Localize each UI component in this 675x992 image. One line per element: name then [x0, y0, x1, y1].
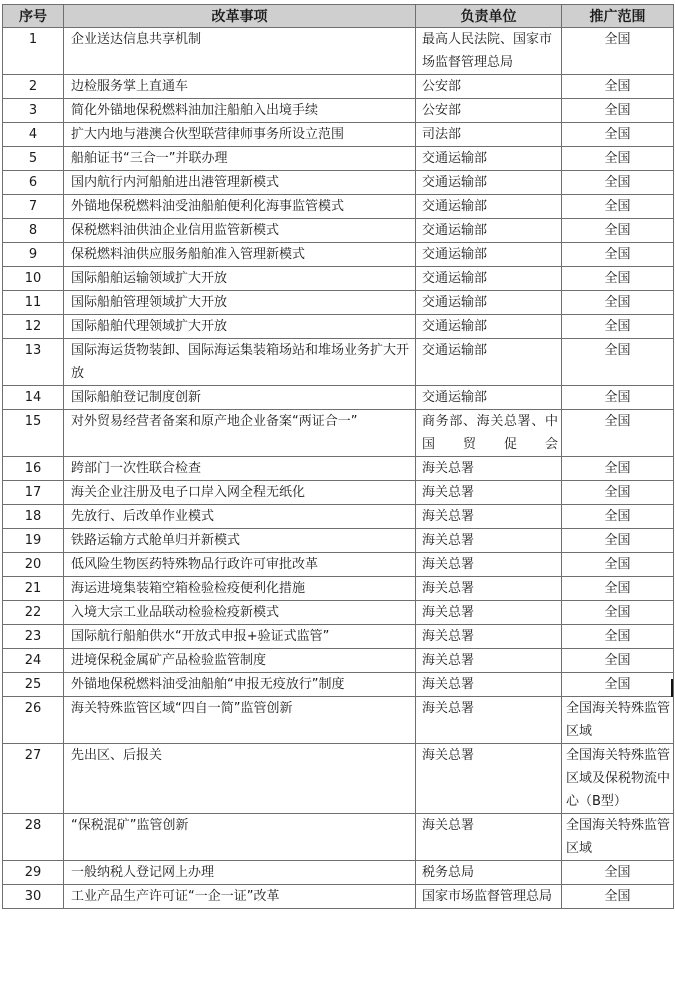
row-scope: 全国 — [562, 410, 674, 457]
row-item: 一般纳税人登记网上办理 — [64, 861, 416, 885]
table-row — [3, 171, 674, 195]
row-unit: 国家市场监督管理总局 — [416, 885, 562, 909]
row-scope: 全国 — [562, 649, 674, 673]
table-row — [3, 861, 674, 885]
row-item: 对外贸易经营者备案和原产地企业备案“两证合一” — [64, 410, 416, 457]
row-item: 先放行、后改单作业模式 — [64, 505, 416, 529]
row-scope: 全国 — [562, 267, 674, 291]
table-row — [3, 601, 674, 625]
row-no: 20 — [3, 553, 64, 577]
header-row — [3, 5, 674, 28]
table-row — [3, 28, 674, 75]
row-unit: 海关总署 — [416, 577, 562, 601]
table-row — [3, 410, 674, 457]
row-scope: 全国 — [562, 123, 674, 147]
row-no: 13 — [3, 339, 64, 386]
row-item: 简化外锚地保税燃料油加注船舶入出境手续 — [64, 99, 416, 123]
table-row — [3, 123, 674, 147]
row-no: 16 — [3, 457, 64, 481]
row-item: 外锚地保税燃料油受油船舶便利化海事监管模式 — [64, 195, 416, 219]
row-unit: 海关总署 — [416, 673, 562, 697]
row-scope: 全国 — [562, 885, 674, 909]
row-item: 工业产品生产许可证“一企一证”改革 — [64, 885, 416, 909]
row-unit: 交通运输部 — [416, 386, 562, 410]
row-no: 23 — [3, 625, 64, 649]
row-unit: 海关总署 — [416, 481, 562, 505]
row-scope: 全国 — [562, 505, 674, 529]
row-item: “保税混矿”监管创新 — [64, 814, 416, 861]
row-scope: 全国 — [562, 577, 674, 601]
row-no: 9 — [3, 243, 64, 267]
row-item: 国际海运货物装卸、国际海运集装箱场站和堆场业务扩大开放 — [64, 339, 416, 386]
row-item: 外锚地保税燃料油受油船舶“申报无疫放行”制度 — [64, 673, 416, 697]
row-unit: 海关总署 — [416, 457, 562, 481]
row-unit: 公安部 — [416, 99, 562, 123]
row-item: 国际船舶运输领域扩大开放 — [64, 267, 416, 291]
row-no: 27 — [3, 744, 64, 814]
row-scope: 全国 — [562, 601, 674, 625]
row-no: 28 — [3, 814, 64, 861]
row-no: 26 — [3, 697, 64, 744]
row-no: 4 — [3, 123, 64, 147]
row-no: 25 — [3, 673, 64, 697]
row-scope: 全国 — [562, 861, 674, 885]
row-item: 国际船舶代理领域扩大开放 — [64, 315, 416, 339]
row-no: 11 — [3, 291, 64, 315]
text-cursor — [671, 679, 673, 697]
row-scope: 全国海关特殊监管区域及保税物流中心（B型） — [562, 744, 674, 814]
row-no: 22 — [3, 601, 64, 625]
table-row — [3, 195, 674, 219]
table-row — [3, 481, 674, 505]
row-item: 铁路运输方式舱单归并新模式 — [64, 529, 416, 553]
table-row — [3, 553, 674, 577]
row-item: 先出区、后报关 — [64, 744, 416, 814]
row-scope: 全国 — [562, 291, 674, 315]
table-row — [3, 625, 674, 649]
table-row — [3, 885, 674, 909]
row-unit: 交通运输部 — [416, 147, 562, 171]
row-no: 5 — [3, 147, 64, 171]
row-scope: 全国 — [562, 195, 674, 219]
row-item: 海关企业注册及电子口岸入网全程无纸化 — [64, 481, 416, 505]
row-unit: 海关总署 — [416, 505, 562, 529]
row-scope: 全国 — [562, 386, 674, 410]
row-no: 24 — [3, 649, 64, 673]
row-no: 19 — [3, 529, 64, 553]
row-unit: 交通运输部 — [416, 315, 562, 339]
row-no: 2 — [3, 75, 64, 99]
row-unit: 交通运输部 — [416, 339, 562, 386]
row-item: 保税燃料油供应服务船舶准入管理新模式 — [64, 243, 416, 267]
row-scope: 全国海关特殊监管区域 — [562, 814, 674, 861]
table-row — [3, 649, 674, 673]
table-row — [3, 505, 674, 529]
row-scope: 全国 — [562, 529, 674, 553]
table-row — [3, 386, 674, 410]
row-unit: 海关总署 — [416, 553, 562, 577]
row-unit: 司法部 — [416, 123, 562, 147]
table-row — [3, 99, 674, 123]
row-unit: 交通运输部 — [416, 219, 562, 243]
row-scope: 全国 — [562, 243, 674, 267]
row-scope: 全国 — [562, 147, 674, 171]
row-unit: 交通运输部 — [416, 195, 562, 219]
table-row — [3, 75, 674, 99]
table-row — [3, 744, 674, 814]
row-unit: 交通运输部 — [416, 171, 562, 195]
table-row — [3, 529, 674, 553]
row-item: 船舶证书“三合一”并联办理 — [64, 147, 416, 171]
row-scope: 全国 — [562, 99, 674, 123]
row-scope: 全国 — [562, 339, 674, 386]
row-unit: 交通运输部 — [416, 267, 562, 291]
row-unit: 海关总署 — [416, 601, 562, 625]
row-unit: 商务部、海关总署、中国贸促会 — [416, 410, 562, 457]
row-unit: 海关总署 — [416, 744, 562, 814]
row-no: 17 — [3, 481, 64, 505]
row-unit: 最高人民法院、国家市场监督管理总局 — [416, 28, 562, 75]
reform-table — [2, 4, 674, 909]
row-no: 30 — [3, 885, 64, 909]
row-scope: 全国 — [562, 219, 674, 243]
row-unit: 交通运输部 — [416, 291, 562, 315]
row-item: 企业送达信息共享机制 — [64, 28, 416, 75]
row-unit: 海关总署 — [416, 649, 562, 673]
row-scope: 全国 — [562, 171, 674, 195]
table-row — [3, 577, 674, 601]
table-row — [3, 267, 674, 291]
row-item: 入境大宗工业品联动检验检疫新模式 — [64, 601, 416, 625]
header-scope: 推广范围 — [562, 5, 674, 28]
table-row — [3, 291, 674, 315]
row-scope: 全国 — [562, 75, 674, 99]
row-no: 29 — [3, 861, 64, 885]
row-scope: 全国 — [562, 673, 674, 697]
row-no: 21 — [3, 577, 64, 601]
row-item: 进境保税金属矿产品检验监管制度 — [64, 649, 416, 673]
row-item: 国际航行船舶供水“开放式申报+验证式监管” — [64, 625, 416, 649]
table-row — [3, 243, 674, 267]
row-item: 国际船舶登记制度创新 — [64, 386, 416, 410]
row-scope: 全国 — [562, 625, 674, 649]
row-no: 8 — [3, 219, 64, 243]
row-no: 7 — [3, 195, 64, 219]
row-scope: 全国 — [562, 481, 674, 505]
row-unit: 海关总署 — [416, 814, 562, 861]
row-item: 海运进境集装箱空箱检验检疫便利化措施 — [64, 577, 416, 601]
row-no: 6 — [3, 171, 64, 195]
row-unit: 交通运输部 — [416, 243, 562, 267]
row-no: 3 — [3, 99, 64, 123]
row-scope: 全国海关特殊监管区域 — [562, 697, 674, 744]
header-no: 序号 — [3, 5, 64, 28]
table-row — [3, 673, 674, 697]
row-unit: 税务总局 — [416, 861, 562, 885]
row-item: 国际船舶管理领域扩大开放 — [64, 291, 416, 315]
row-scope: 全国 — [562, 457, 674, 481]
row-unit: 海关总署 — [416, 625, 562, 649]
table-row — [3, 219, 674, 243]
row-item: 保税燃料油供油企业信用监管新模式 — [64, 219, 416, 243]
table-row — [3, 457, 674, 481]
row-no: 14 — [3, 386, 64, 410]
row-scope: 全国 — [562, 315, 674, 339]
row-item: 跨部门一次性联合检查 — [64, 457, 416, 481]
header-item: 改革事项 — [64, 5, 416, 28]
row-item: 扩大内地与港澳合伙型联营律师事务所设立范围 — [64, 123, 416, 147]
row-no: 10 — [3, 267, 64, 291]
table-row — [3, 814, 674, 861]
row-no: 12 — [3, 315, 64, 339]
row-item: 海关特殊监管区域“四自一简”监管创新 — [64, 697, 416, 744]
row-scope: 全国 — [562, 28, 674, 75]
table-row — [3, 697, 674, 744]
row-item: 低风险生物医药特殊物品行政许可审批改革 — [64, 553, 416, 577]
table-row — [3, 147, 674, 171]
row-unit: 海关总署 — [416, 529, 562, 553]
row-item: 边检服务掌上直通车 — [64, 75, 416, 99]
header-unit: 负责单位 — [416, 5, 562, 28]
row-no: 15 — [3, 410, 64, 457]
row-item: 国内航行内河船舶进出港管理新模式 — [64, 171, 416, 195]
table-row — [3, 315, 674, 339]
row-scope: 全国 — [562, 553, 674, 577]
row-no: 18 — [3, 505, 64, 529]
row-unit: 海关总署 — [416, 697, 562, 744]
row-unit: 公安部 — [416, 75, 562, 99]
row-no: 1 — [3, 28, 64, 75]
table-row — [3, 339, 674, 386]
